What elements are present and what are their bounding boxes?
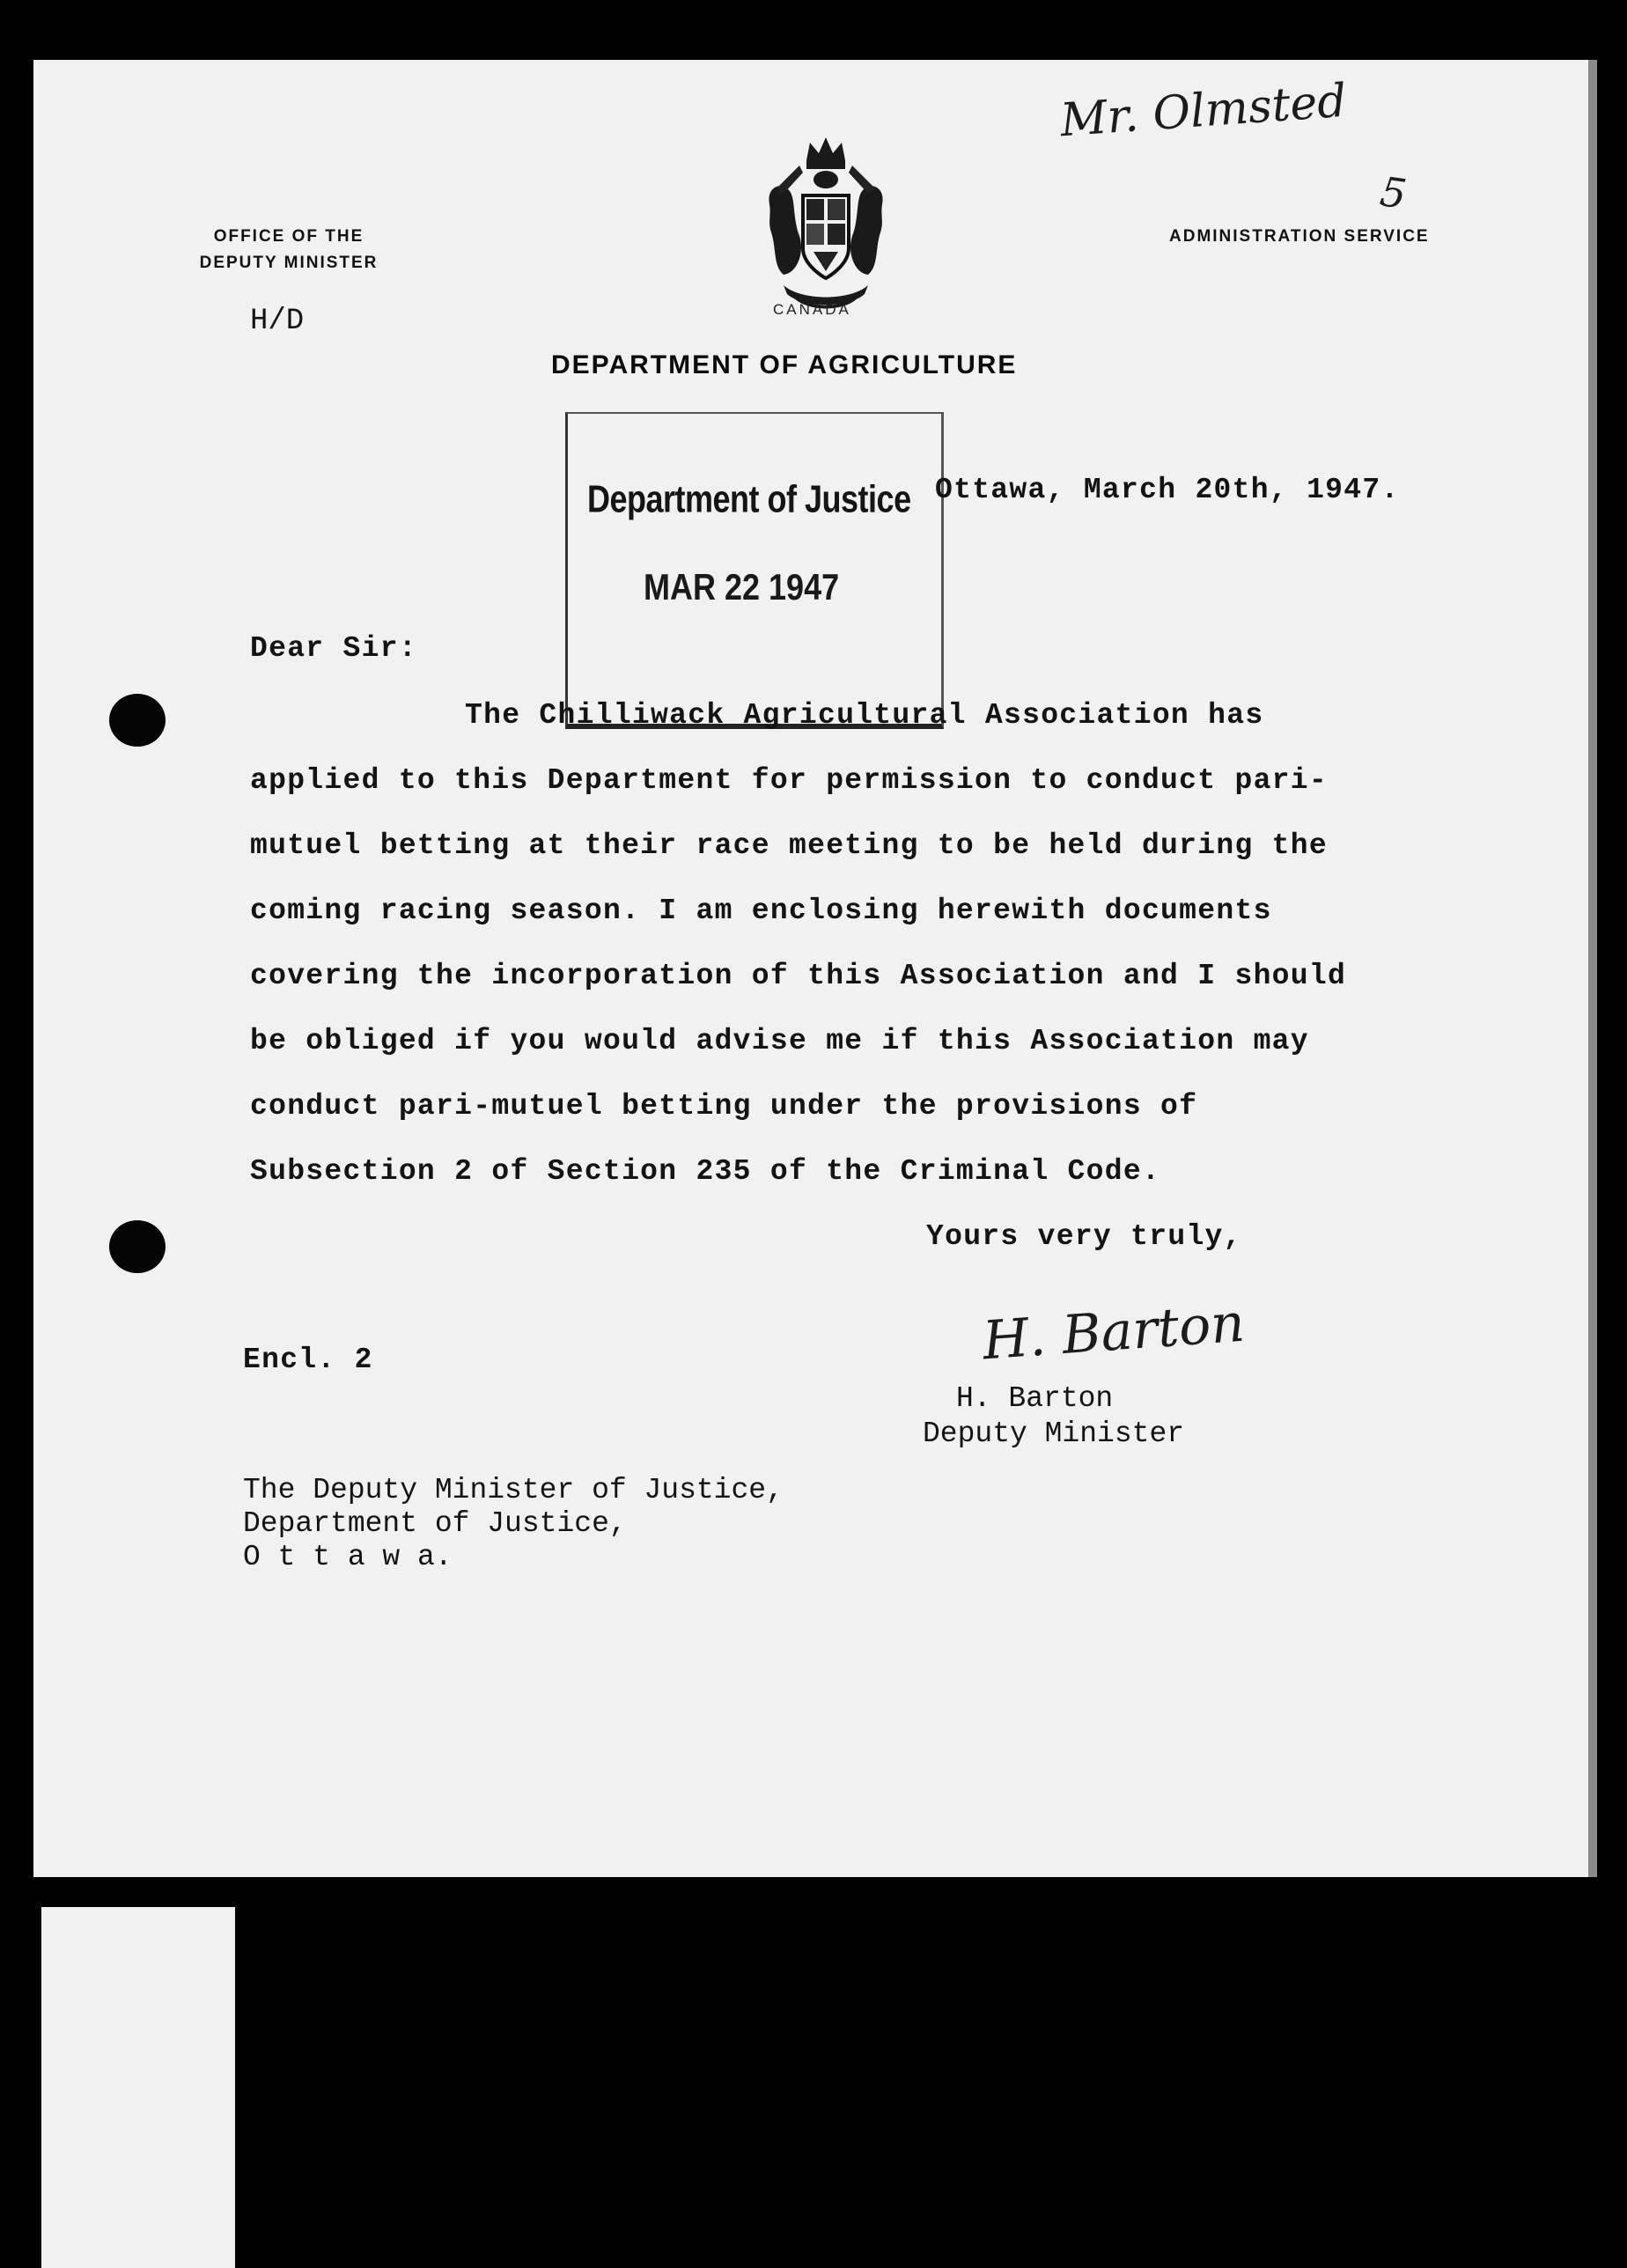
closing: Yours very truly, — [926, 1220, 1242, 1253]
body-line: coming racing season. I am enclosing herewith documents — [250, 895, 1272, 927]
office-line-2: DEPUTY MINISTER — [199, 254, 379, 272]
crest-caption: CANADA — [773, 301, 851, 318]
office-line-1: OFFICE OF THE — [213, 227, 364, 246]
body-line: applied to this Department for permission to conduct pari- — [250, 764, 1328, 797]
punch-hole — [109, 1220, 166, 1273]
salutation: Dear Sir: — [250, 632, 417, 665]
letter-date: Ottawa, March 20th, 1947. — [935, 474, 1400, 506]
department-title: DEPARTMENT OF AGRICULTURE — [551, 350, 1018, 379]
handwritten-note: Mr. Olmsted — [1058, 74, 1349, 148]
body-line: be obliged if you would advise me if this Association may — [250, 1025, 1309, 1057]
stamp-title: Department of Justice — [587, 476, 911, 520]
signature: H. Barton — [980, 1292, 1247, 1373]
stamp-date: MAR 22 1947 — [644, 565, 840, 608]
office-header-right: ADMINISTRATION SERVICE — [1169, 227, 1430, 246]
body-line: The Chilliwack Agricultural Association has — [465, 699, 1264, 732]
addressee-line: Department of Justice, — [243, 1507, 627, 1540]
body-line: Subsection 2 of Section 235 of the Criminal Code. — [250, 1155, 1161, 1188]
addressee-line: The Deputy Minister of Justice, — [243, 1474, 784, 1506]
letter-page — [33, 60, 1597, 1877]
addressee-line: O t t a w a. — [243, 1541, 453, 1573]
handwritten-mark: 5 — [1377, 167, 1410, 218]
office-header-left — [166, 224, 412, 276]
enclosure: Encl. 2 — [243, 1344, 373, 1376]
body-line: mutuel betting at their race meeting to be held during the — [250, 829, 1328, 862]
page-edge — [1588, 60, 1597, 1877]
signer-name: H. Barton — [956, 1382, 1114, 1415]
signer-title: Deputy Minister — [923, 1418, 1185, 1450]
reference-code: H/D — [250, 305, 305, 338]
received-stamp — [565, 412, 944, 729]
addressee-block — [243, 1474, 784, 1574]
punch-hole — [109, 694, 166, 747]
body-line: conduct pari-mutuel betting under the provisions of — [250, 1090, 1198, 1123]
paper-tab — [41, 1907, 235, 2268]
body-line: covering the incorporation of this Association and I should — [250, 960, 1347, 992]
